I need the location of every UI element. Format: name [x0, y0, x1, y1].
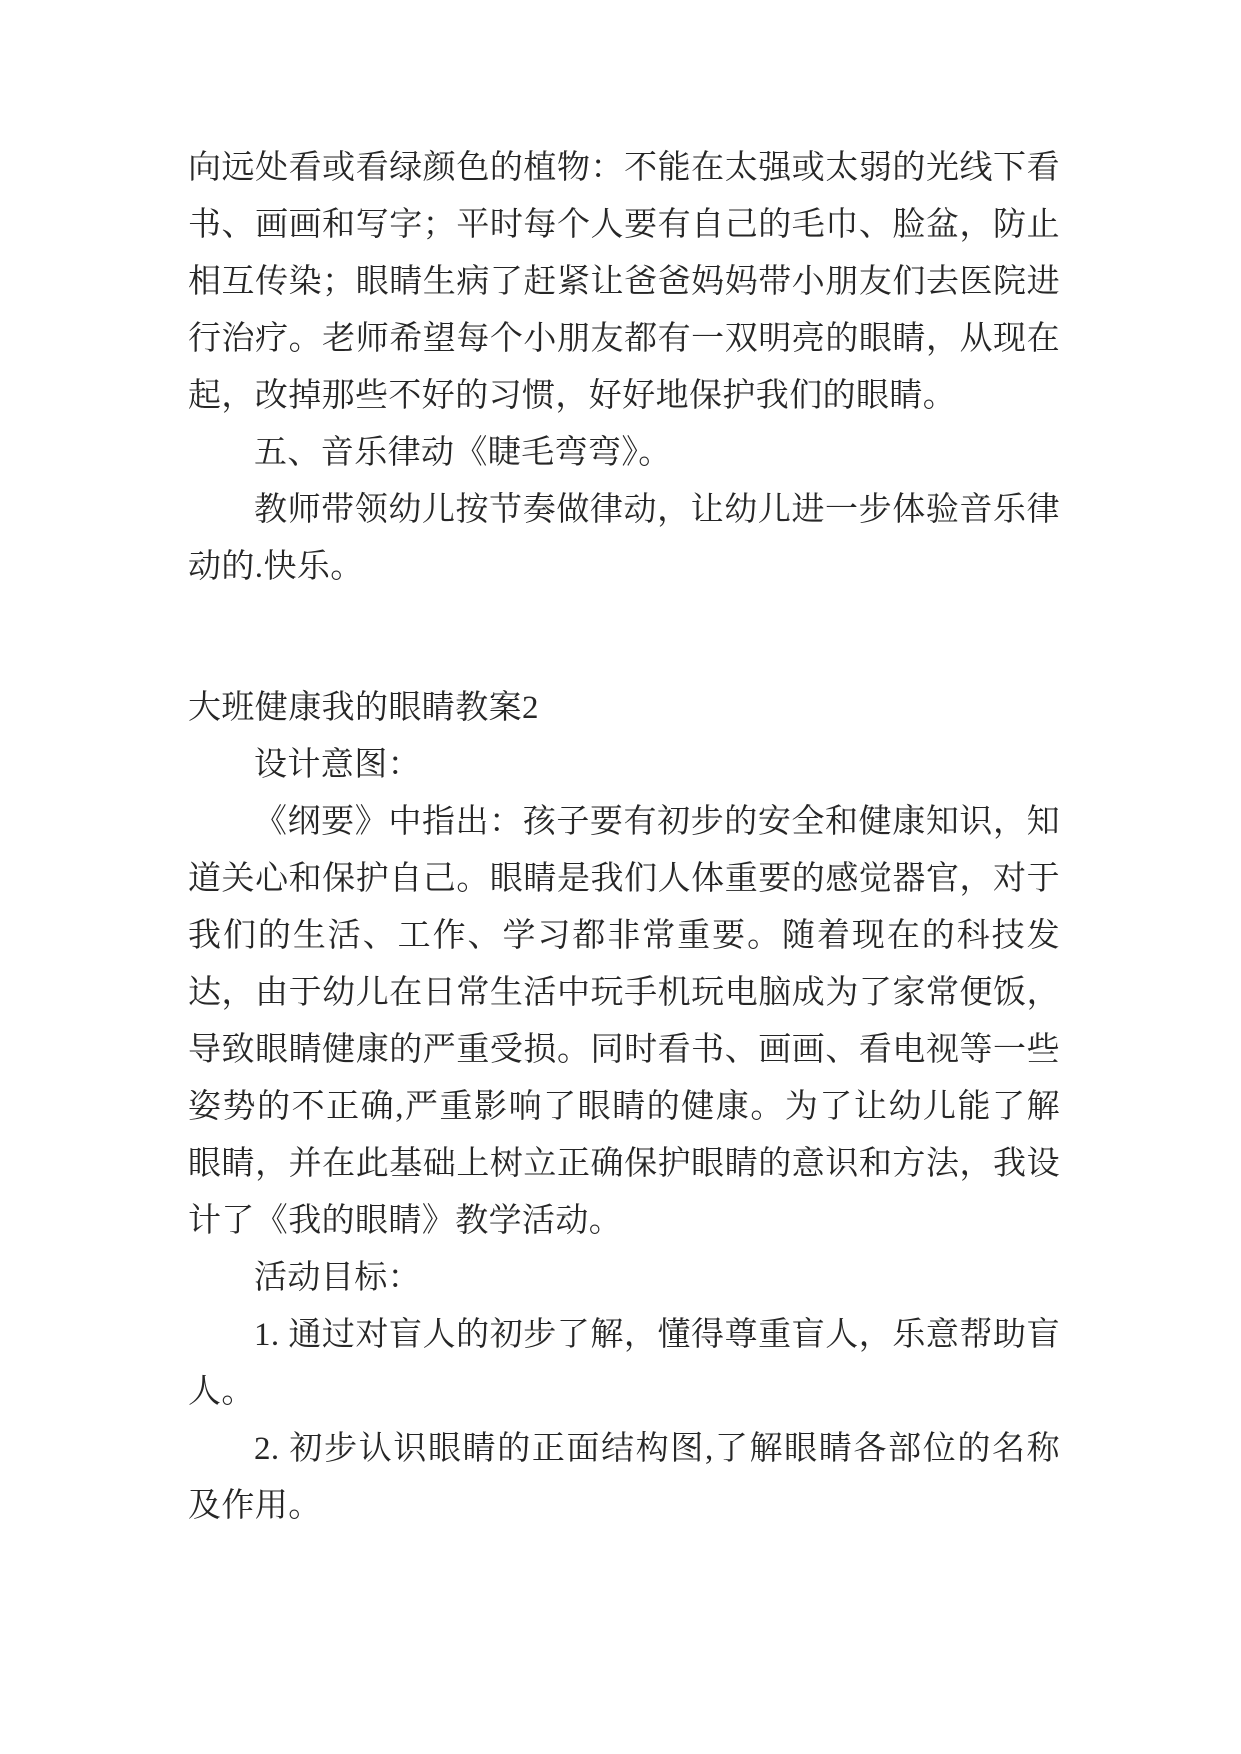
paragraph-eye-care-tips-continuation: 向远处看或看绿颜色的植物：不能在太强或太弱的光线下看书、画画和写字；平时每个人要有自己的毛巾、脸盆，防止相互传染；眼睛生病了赶紧让爸爸妈妈带小朋友们去医院进行治疗。老师希望每个小朋友都有一双明亮的眼睛，从现在起，改掉那些不好的习惯，好好地保护我们的眼睛。 [188, 150, 1060, 414]
paragraph-activity-5-music-title: 五、音乐律动《睫毛弯弯》。 [254, 435, 672, 471]
paragraph-activity-goals-label: 活动目标： [254, 1260, 421, 1296]
paragraph-activity-goal-1: 1. 通过对盲人的初步了解，懂得尊重盲人，乐意帮助盲人。 [188, 1317, 1060, 1410]
paragraph-activity-5-music-detail: 教师带领幼儿按节奏做律动，让幼儿进一步体验音乐律动的.快乐。 [188, 492, 1060, 585]
lesson-plan-2-heading: 大班健康我的眼睛教案2 [188, 690, 539, 726]
paragraph-design-intent-body: 《纲要》中指出：孩子要有初步的安全和健康知识，知道关心和保护自己。眼睛是我们人体重要的感觉器官，对于我们的生活、工作、学习都非常重要。随着现在的科技发达，由于幼儿在日常生活中玩手机玩电脑成为了家常便饭，导致眼睛健康的严重受损。同时看书、画画、看电视等一些姿势的不正确,严重影响了眼睛的健康。为了让幼儿能了解眼睛，并在此基础上树立正确保护眼睛的意识和方法，我设计了《我的眼睛》教学活动。 [188, 804, 1060, 1239]
paragraph-activity-goal-2: 2. 初步认识眼睛的正面结构图,了解眼睛各部位的名称及作用。 [188, 1431, 1060, 1524]
paragraph-design-intent-label: 设计意图： [254, 747, 421, 783]
